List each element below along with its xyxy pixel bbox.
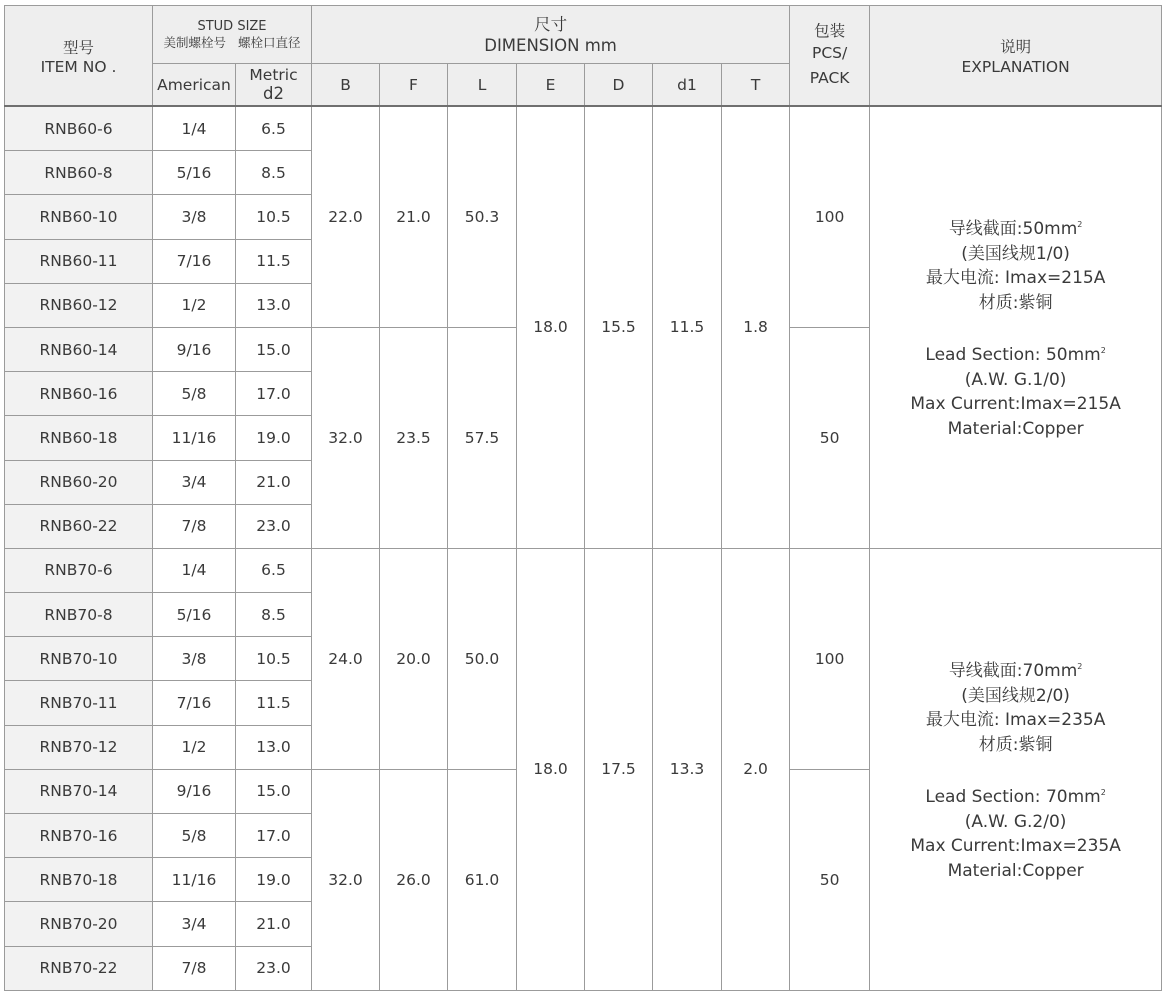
- metric-header: [236, 64, 312, 107]
- explanation-text: Lead Section: 50mm: [925, 345, 1101, 366]
- explanation-line: [870, 708, 1161, 733]
- explanation-line: [870, 834, 1161, 859]
- metric-size-cell: 13.0: [236, 283, 312, 327]
- dim-f-cell: 23.5: [380, 327, 448, 548]
- dim-f-cell: 21.0: [380, 106, 448, 327]
- dimension-header: [312, 6, 790, 64]
- american-size-cell: 3/8: [153, 637, 236, 681]
- american-size-cell: 3/8: [153, 195, 236, 239]
- dim-t-cell: 1.8: [722, 106, 790, 548]
- american-size-cell: 1/4: [153, 106, 236, 151]
- table-body: [5, 106, 1162, 990]
- american-size-cell: 5/16: [153, 151, 236, 195]
- explanation-line: [870, 368, 1161, 393]
- explanation-header: [870, 6, 1162, 107]
- explanation-text: Material:Copper: [947, 860, 1084, 881]
- metric-size-cell: 13.0: [236, 725, 312, 769]
- item-no-cell: RNB70-11: [5, 681, 153, 725]
- explanation-line: [870, 781, 1161, 810]
- explanation-text: 最大电流: Imax=215A: [925, 268, 1106, 289]
- metric-size-cell: 21.0: [236, 902, 312, 946]
- american-size-cell: 11/16: [153, 416, 236, 460]
- explanation-line: [870, 242, 1161, 267]
- american-size-cell: 5/8: [153, 372, 236, 416]
- american-size-cell: 3/4: [153, 460, 236, 504]
- explanation-line: [870, 655, 1161, 684]
- pack-header: [790, 6, 870, 107]
- metric-size-cell: 10.5: [236, 195, 312, 239]
- item-no-cell: RNB60-11: [5, 239, 153, 283]
- item-no-cell: RNB70-12: [5, 725, 153, 769]
- dim-header-b: B: [312, 64, 380, 107]
- dim-l-cell: 50.3: [448, 106, 517, 327]
- metric-size-cell: 21.0: [236, 460, 312, 504]
- item-no-cell: RNB60-10: [5, 195, 153, 239]
- dim-b-cell: 22.0: [312, 106, 380, 327]
- dim-l-cell: 57.5: [448, 327, 517, 548]
- american-size-cell: 7/8: [153, 946, 236, 990]
- dimension-zh: 尺寸: [534, 14, 568, 34]
- metric-size-cell: 15.0: [236, 327, 312, 371]
- dim-b-cell: 32.0: [312, 327, 380, 548]
- item-no-cell: RNB70-20: [5, 902, 153, 946]
- metric-size-cell: 6.5: [236, 106, 312, 151]
- metric-header-d2: d2: [263, 83, 284, 103]
- explanation-text: 材质:紫铜: [978, 292, 1053, 313]
- explanation-text: 导线截面:50mm: [948, 219, 1078, 240]
- metric-size-cell: 19.0: [236, 858, 312, 902]
- item-no-cell: RNB70-22: [5, 946, 153, 990]
- american-size-cell: 9/16: [153, 769, 236, 813]
- explanation-line: [870, 213, 1161, 242]
- explanation-line: [870, 684, 1161, 709]
- dim-d-cell: 17.5: [585, 548, 653, 990]
- dim-d1-cell: 13.3: [653, 548, 722, 990]
- metric-size-cell: 10.5: [236, 637, 312, 681]
- dim-header-l: L: [448, 64, 517, 107]
- pack-qty-cell: 100: [790, 106, 870, 327]
- dim-f-cell: 20.0: [380, 548, 448, 769]
- dim-b-cell: 24.0: [312, 548, 380, 769]
- item-no-cell: RNB70-14: [5, 769, 153, 813]
- american-size-cell: 1/2: [153, 283, 236, 327]
- dim-l-cell: 50.0: [448, 548, 517, 769]
- dim-f-cell: 26.0: [380, 769, 448, 990]
- item-no-cell: RNB60-12: [5, 283, 153, 327]
- american-size-cell: 1/4: [153, 548, 236, 592]
- metric-size-cell: 23.0: [236, 946, 312, 990]
- item-no-cell: RNB60-22: [5, 504, 153, 548]
- dim-e-cell: 18.0: [517, 548, 585, 990]
- pack-qty-cell: 50: [790, 327, 870, 548]
- dim-header-d1: d1: [653, 64, 722, 107]
- stud-size-en: STUD SIZE: [197, 18, 267, 34]
- dim-header-t: T: [722, 64, 790, 107]
- superscript-2: 2: [1077, 220, 1083, 230]
- explanation-line: [870, 859, 1161, 884]
- item-header-en: ITEM NO .: [40, 57, 117, 76]
- metric-header-label: Metric: [249, 65, 298, 84]
- explanation-line: [870, 291, 1161, 316]
- metric-size-cell: 11.5: [236, 681, 312, 725]
- explanation-text: 材质:紫铜: [978, 734, 1053, 755]
- metric-size-cell: 17.0: [236, 372, 312, 416]
- american-size-cell: 7/16: [153, 681, 236, 725]
- item-no-cell: RNB60-14: [5, 327, 153, 371]
- dim-b-cell: 32.0: [312, 769, 380, 990]
- item-no-cell: RNB60-18: [5, 416, 153, 460]
- item-header-zh: 型号: [62, 38, 94, 57]
- item-no-cell: RNB70-18: [5, 858, 153, 902]
- american-size-cell: 9/16: [153, 327, 236, 371]
- dim-d-cell: 15.5: [585, 106, 653, 548]
- explanation-text: (美国线规1/0): [961, 243, 1070, 264]
- explanation-line: [870, 810, 1161, 835]
- item-header: [5, 6, 153, 107]
- pack-qty-cell: 50: [790, 769, 870, 990]
- dim-d1-cell: 11.5: [653, 106, 722, 548]
- american-size-cell: 5/8: [153, 814, 236, 858]
- explanation-gap: [870, 315, 1161, 339]
- explanation-line: [870, 392, 1161, 417]
- table-row: [5, 106, 1162, 151]
- pack-qty-cell: 100: [790, 548, 870, 769]
- metric-size-cell: 11.5: [236, 239, 312, 283]
- dim-header-e: E: [517, 64, 585, 107]
- table-row: [5, 548, 1162, 592]
- pack-zh: 包装: [814, 21, 846, 40]
- explanation-text: (A.W. G.2/0): [964, 811, 1067, 832]
- explanation-cell: [870, 548, 1162, 990]
- explanation-text: Lead Section: 70mm: [925, 787, 1101, 808]
- american-size-cell: 7/16: [153, 239, 236, 283]
- dim-l-cell: 61.0: [448, 769, 517, 990]
- item-no-cell: RNB60-16: [5, 372, 153, 416]
- superscript-2: 2: [1100, 788, 1106, 798]
- explanation-zh: 说明: [1000, 37, 1032, 56]
- metric-size-cell: 15.0: [236, 769, 312, 813]
- stud-size-header: [153, 6, 312, 64]
- explanation-en: EXPLANATION: [961, 57, 1070, 76]
- explanation-text: Max Current:Imax=235A: [910, 836, 1121, 857]
- explanation-gap: [870, 757, 1161, 781]
- explanation-line: [870, 339, 1161, 368]
- explanation-line: [870, 266, 1161, 291]
- metric-size-cell: 23.0: [236, 504, 312, 548]
- stud-american-zh: 美制螺栓号: [163, 34, 227, 50]
- superscript-2: 2: [1100, 346, 1106, 356]
- american-size-cell: 1/2: [153, 725, 236, 769]
- explanation-cell: [870, 106, 1162, 548]
- american-size-cell: 3/4: [153, 902, 236, 946]
- dim-header-d: D: [585, 64, 653, 107]
- american-size-cell: 5/16: [153, 593, 236, 637]
- american-size-cell: 11/16: [153, 858, 236, 902]
- item-no-cell: RNB60-20: [5, 460, 153, 504]
- explanation-text: (A.W. G.1/0): [964, 369, 1067, 390]
- item-no-cell: RNB60-8: [5, 151, 153, 195]
- metric-size-cell: 17.0: [236, 814, 312, 858]
- metric-size-cell: 6.5: [236, 548, 312, 592]
- explanation-text: 导线截面:70mm: [948, 661, 1078, 682]
- item-no-cell: RNB70-10: [5, 637, 153, 681]
- dim-t-cell: 2.0: [722, 548, 790, 990]
- table-header: [5, 6, 1162, 107]
- superscript-2: 2: [1077, 662, 1083, 672]
- item-no-cell: RNB70-8: [5, 593, 153, 637]
- explanation-text: (美国线规2/0): [961, 685, 1070, 706]
- dim-header-f: F: [380, 64, 448, 107]
- metric-size-cell: 8.5: [236, 151, 312, 195]
- stud-metric-zh: 螺栓口直径: [237, 34, 301, 50]
- explanation-text: Max Current:Imax=215A: [910, 394, 1121, 415]
- explanation-text: Material:Copper: [947, 418, 1084, 439]
- explanation-line: [870, 733, 1161, 758]
- metric-size-cell: 19.0: [236, 416, 312, 460]
- explanation-text: 最大电流: Imax=235A: [925, 710, 1106, 731]
- spec-table: [4, 5, 1162, 991]
- item-no-cell: RNB70-6: [5, 548, 153, 592]
- pack-pack: PACK: [809, 68, 850, 87]
- american-size-cell: 7/8: [153, 504, 236, 548]
- dim-e-cell: 18.0: [517, 106, 585, 548]
- dimension-en: DIMENSION mm: [484, 35, 617, 55]
- american-header: American: [153, 64, 236, 107]
- pack-pcs: PCS/: [811, 43, 848, 62]
- metric-size-cell: 8.5: [236, 593, 312, 637]
- stud-size-zh: [153, 35, 311, 51]
- explanation-line: [870, 417, 1161, 442]
- item-no-cell: RNB70-16: [5, 814, 153, 858]
- item-no-cell: RNB60-6: [5, 106, 153, 151]
